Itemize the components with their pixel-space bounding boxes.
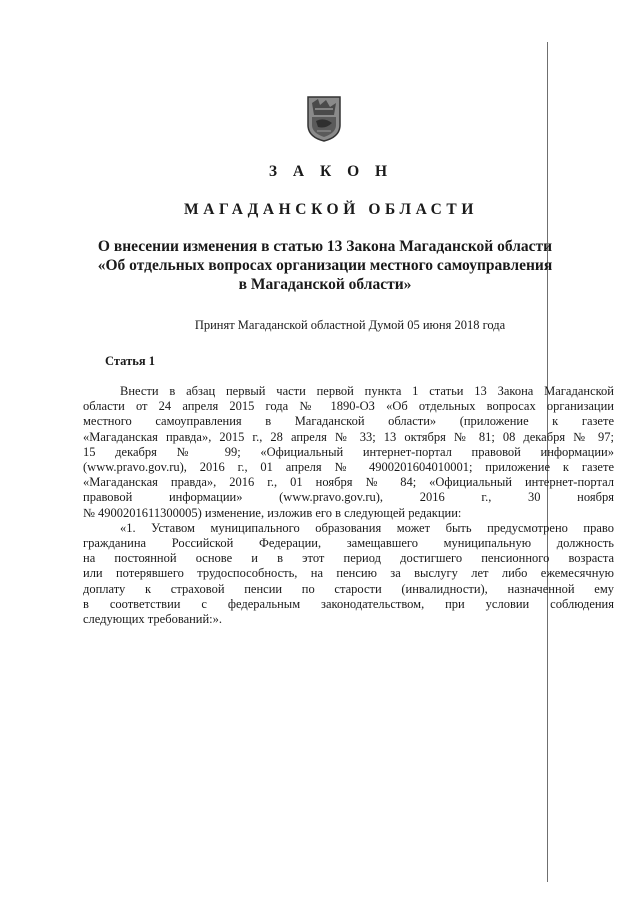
paragraph-line: доплату к страховой пенсии по старости (инвалидности), назначенной ему (83, 581, 614, 596)
article-body (83, 384, 614, 627)
paragraph-line: (www.pravo.gov.ru), 2016 г., 01 апреля № 4900201604010001; приложение к газете (83, 460, 614, 475)
subject-line: в Магаданской области» (238, 276, 412, 293)
paragraph-line: правовой информации» (www.pravo.gov.ru), 2016 г., 30 ноября (83, 490, 614, 505)
law-subject (80, 237, 570, 294)
document-type-title: З А К О Н (268, 163, 394, 180)
article-heading: Статья 1 (105, 354, 155, 368)
paragraph-line: местного самоуправления в Магаданской области» (приложение к газете (83, 414, 614, 429)
coat-of-arms-icon (306, 95, 342, 143)
region-title: МАГАДАНСКОЙ ОБЛАСТИ (183, 201, 479, 218)
paragraph-line: 15 декабря № 99; «Официальный интернет-портал правовой информации» (83, 444, 614, 459)
paragraph-line: или потерявшего трудоспособность, на пенсию за выслугу лет либо ежемесячную (83, 566, 614, 581)
paragraph-line: Внести в абзац первый части первой пункта 1 статьи 13 Закона Магаданской (120, 384, 614, 398)
paragraph-line: области от 24 апреля 2015 года № 1890-ОЗ «Об отдельных вопросах организации (83, 399, 614, 414)
subject-line: «Об отдельных вопросах организации местного самоуправления (97, 257, 553, 274)
paragraph-line: «1. Уставом муниципального образования может быть предусмотрено право (120, 520, 614, 535)
paragraph-line: в соответствии с федеральным законодательством, при условии соблюдения (83, 596, 614, 611)
subject-line: О внесении изменения в статью 13 Закона Магаданской области (97, 238, 553, 255)
paragraph-line: гражданина Российской Федерации, замещавшего муниципальную должность (83, 536, 614, 551)
paragraph-line: № 4900201611300005) изменение, изложив его в следующей редакции: (83, 505, 462, 520)
paragraph-line: «Магаданская правда», 2015 г., 28 апреля № 33; 13 октября № 81; 08 декабря № 97; (83, 429, 614, 444)
adoption-date-line: Принят Магаданской областной Думой 05 июня 2018 года (194, 318, 506, 332)
paragraph-line: следующих требований:». (83, 612, 223, 627)
paragraph-line: на постоянной основе и в этот период достигшего пенсионного возраста (83, 551, 614, 566)
paragraph-line: «Магаданская правда», 2016 г., 01 ноября № 84; «Официальный интернет-портал (83, 475, 614, 490)
